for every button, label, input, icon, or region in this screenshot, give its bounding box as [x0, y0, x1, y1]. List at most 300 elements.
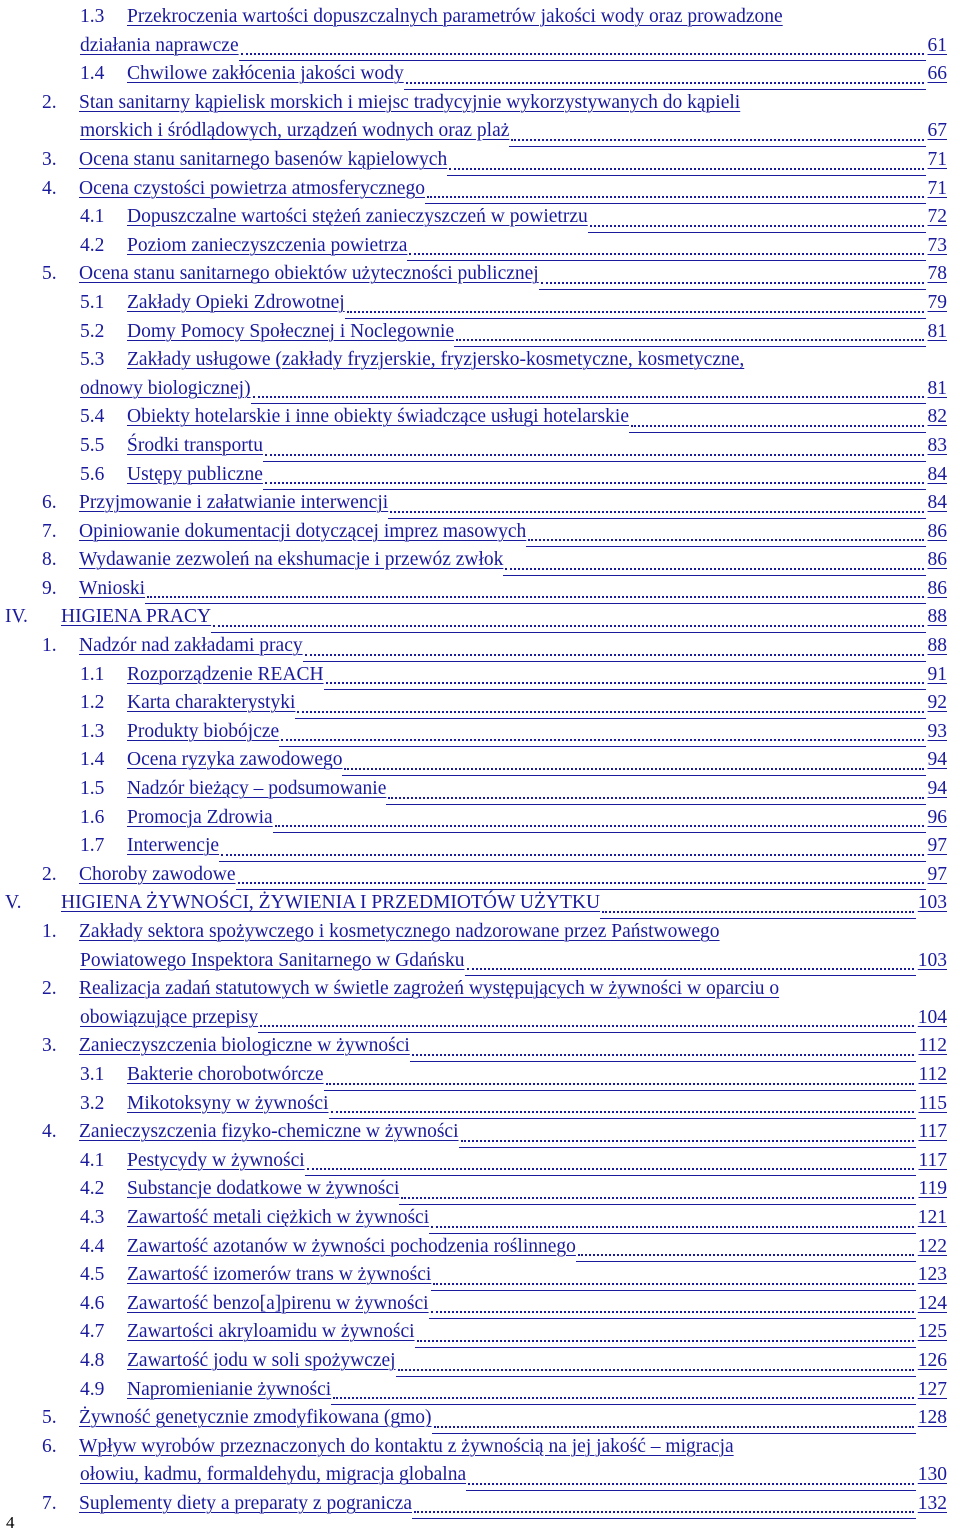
- toc-entry[interactable]: [0, 375, 960, 404]
- toc-entry-link[interactable]: [42, 518, 526, 547]
- toc-dot-leader: [588, 203, 926, 233]
- toc-entry-page[interactable]: 128: [917, 1407, 947, 1429]
- toc-entry-number: 1.: [42, 635, 57, 657]
- toc-dot-leader: [465, 947, 916, 977]
- toc-entry-title: Zawartość jodu w soli spożywczej: [127, 1349, 396, 1371]
- toc-entry-page[interactable]: 88: [927, 635, 947, 657]
- toc-entry-title: Ocena stanu sanitarnego basenów kąpielowych: [79, 148, 448, 170]
- toc-dot-leader: [407, 232, 926, 262]
- toc-entry-page[interactable]: 91: [927, 663, 947, 685]
- toc-entry-page[interactable]: 94: [927, 778, 947, 800]
- toc-entry[interactable]: [0, 1490, 960, 1519]
- toc-dot-leader: [415, 1318, 916, 1348]
- toc-entry-page[interactable]: 104: [917, 1006, 947, 1028]
- toc-entry[interactable]: [0, 489, 960, 518]
- toc-dot-leader: [576, 1233, 916, 1263]
- toc-entry[interactable]: [0, 603, 960, 632]
- toc-entry-page[interactable]: 84: [927, 492, 947, 514]
- toc-entry-link[interactable]: [80, 60, 404, 89]
- toc-entry-number: 1.2: [80, 692, 105, 714]
- toc-entry-link[interactable]: [42, 1032, 410, 1061]
- toc-entry-page[interactable]: 86: [927, 549, 947, 571]
- toc-entry-link[interactable]: [80, 1004, 258, 1033]
- toc-entry-title: Nadzór bieżący – podsumowanie: [127, 778, 387, 800]
- toc-entry-page[interactable]: 125: [917, 1321, 947, 1343]
- toc-entry-number: 2.: [42, 863, 57, 885]
- toc-entry-title: Wnioski: [79, 577, 146, 599]
- toc-entry-link[interactable]: [42, 1433, 734, 1462]
- toc-entry-title: morskich i śródlądowych, urządzeń wodnych oraz plaż: [80, 120, 510, 142]
- toc-entry-page[interactable]: 112: [918, 1063, 947, 1085]
- toc-entry-title: obowiązujące przepisy: [80, 1006, 259, 1028]
- toc-entry-link[interactable]: [80, 1147, 305, 1176]
- toc-entry-link[interactable]: [80, 947, 465, 976]
- toc-entry-link[interactable]: [80, 1347, 396, 1376]
- toc-entry-link[interactable]: [80, 804, 273, 833]
- toc-entry[interactable]: [0, 1318, 960, 1347]
- toc-entry-number: 5.6: [80, 463, 105, 485]
- toc-entry-link[interactable]: [80, 3, 783, 32]
- toc-entry-page[interactable]: 81: [927, 377, 947, 399]
- toc-entry-number: 7.: [42, 520, 57, 542]
- toc-entry[interactable]: [0, 889, 960, 918]
- toc-entry-title: Ocena stanu sanitarnego obiektów użyteczności publicznej: [79, 263, 539, 285]
- toc-entry[interactable]: [0, 232, 960, 261]
- toc-entry-page[interactable]: 92: [927, 692, 947, 714]
- toc-entry-page[interactable]: 97: [927, 863, 947, 885]
- toc-entry[interactable]: [0, 1233, 960, 1262]
- toc-dot-leader: [324, 661, 926, 691]
- toc-entry-link[interactable]: [80, 203, 588, 232]
- toc-dot-leader: [454, 318, 926, 348]
- toc-entry-link[interactable]: [42, 260, 539, 289]
- toc-entry-link[interactable]: [80, 1461, 466, 1490]
- toc-dot-leader: [432, 1404, 916, 1434]
- toc-entry[interactable]: [0, 1061, 960, 1090]
- toc-entry-link[interactable]: [42, 546, 503, 575]
- toc-entry[interactable]: [0, 832, 960, 861]
- toc-dot-leader: [503, 546, 926, 576]
- toc-entry-number: 6.: [42, 1435, 57, 1457]
- toc-entry-number: 6.: [42, 492, 57, 514]
- toc-dot-leader: [412, 1490, 916, 1520]
- toc-entry-link[interactable]: [42, 975, 779, 1004]
- toc-entry[interactable]: [0, 461, 960, 490]
- toc-entry-page[interactable]: 115: [918, 1092, 947, 1114]
- toc-entry-title: Powiatowego Inspektora Sanitarnego w Gdańsku: [80, 949, 465, 971]
- toc-entry-title: Rozporządzenie REACH: [127, 663, 324, 685]
- toc-entry[interactable]: [0, 1118, 960, 1147]
- toc-entry-link[interactable]: [42, 861, 236, 890]
- toc-entry[interactable]: [0, 318, 960, 347]
- toc-entry-number: 5.: [42, 1407, 57, 1429]
- toc-entry-link[interactable]: [42, 489, 388, 518]
- toc-entry-title: Zanieczyszczenia fizyko-chemiczne w żywności: [79, 1121, 459, 1143]
- toc-dot-leader: [305, 1147, 916, 1177]
- toc-dot-leader: [425, 175, 926, 205]
- toc-entry-number: 1.1: [80, 663, 105, 685]
- toc-dot-leader: [396, 1347, 916, 1377]
- toc-dot-leader: [329, 1090, 916, 1120]
- toc-entry-number: 5.3: [80, 349, 105, 371]
- toc-entry-number: 4.8: [80, 1349, 105, 1371]
- toc-entry-page[interactable]: 103: [917, 892, 947, 914]
- toc-entry-page[interactable]: 96: [927, 806, 947, 828]
- toc-entry-page[interactable]: 67: [927, 120, 947, 142]
- toc-entry[interactable]: [0, 117, 960, 146]
- toc-dot-leader: [429, 1290, 916, 1320]
- toc-entry-number: 1.6: [80, 806, 105, 828]
- toc-entry-link[interactable]: [80, 1318, 415, 1347]
- toc-entry[interactable]: [0, 1032, 960, 1061]
- toc-entry-page[interactable]: 79: [927, 291, 947, 313]
- toc-entry-number: 8.: [42, 549, 57, 571]
- toc-entry-page[interactable]: 71: [927, 148, 947, 170]
- toc-entry-page[interactable]: 86: [927, 520, 947, 542]
- toc-entry-number: 4.7: [80, 1321, 105, 1343]
- toc-entry-link[interactable]: [80, 375, 251, 404]
- toc-entry-number: 3.: [42, 1035, 57, 1057]
- toc-entry-title: HIGIENA PRACY: [61, 606, 212, 628]
- toc-entry-title: Wydawanie zezwoleń na ekshumacje i przewóz zwłok: [79, 549, 504, 571]
- toc-entry-title: Ocena czystości powietrza atmosferycznego: [79, 177, 425, 199]
- toc-entry-title: Ocena ryzyka zawodowego: [127, 749, 343, 771]
- toc-entry[interactable]: [0, 861, 960, 890]
- toc-entry-page[interactable]: 132: [917, 1492, 947, 1514]
- toc-entry-link[interactable]: [42, 89, 740, 118]
- toc-dot-leader: [404, 60, 926, 90]
- toc-entry-number: 5.4: [80, 406, 105, 428]
- toc-entry-title: Zawartość metali ciężkich w żywności: [127, 1206, 430, 1228]
- toc-entry-title: Poziom zanieczyszczenia powietrza: [127, 234, 408, 256]
- toc-dot-leader: [251, 375, 926, 405]
- toc-dot-leader: [466, 1461, 916, 1491]
- toc-entry-page[interactable]: 121: [917, 1206, 947, 1228]
- toc-entry-title: Zawartości akryloamidu w żywności: [127, 1321, 415, 1343]
- toc-entry-link[interactable]: [80, 1204, 429, 1233]
- toc-entry[interactable]: [0, 1347, 960, 1376]
- toc-entry-number: 4.2: [80, 1178, 105, 1200]
- toc-entry-number: 3.: [42, 148, 57, 170]
- toc-entry-page[interactable]: 73: [927, 234, 947, 256]
- toc-entry-link[interactable]: [80, 746, 342, 775]
- toc-entry[interactable]: [0, 1404, 960, 1433]
- toc-entry-title: Nadzór nad zakładami pracy: [79, 635, 303, 657]
- toc-entry-link[interactable]: [80, 289, 345, 318]
- toc-entry-number: IV.: [5, 606, 28, 628]
- toc-entry[interactable]: [0, 947, 960, 976]
- toc-entry-title: Wpływ wyrobów przeznaczonych do kontaktu z żywnością na jej jakość – migracja: [79, 1435, 734, 1457]
- toc-entry-number: 1.: [42, 921, 57, 942]
- toc-entry-link[interactable]: [80, 232, 407, 261]
- toc-entry-title: Środki transportu: [127, 434, 263, 456]
- toc-entry-page[interactable]: 127: [917, 1378, 947, 1400]
- toc-entry[interactable]: [0, 1175, 960, 1204]
- toc-entry-title: Suplementy diety a preparaty z pogranicza: [79, 1492, 412, 1514]
- toc-entry-page[interactable]: 130: [917, 1464, 947, 1486]
- toc-entry-title: Choroby zawodowe: [79, 863, 236, 885]
- toc-entry[interactable]: [0, 518, 960, 547]
- toc-entry-link[interactable]: [80, 1376, 331, 1405]
- toc-entry-number: 7.: [42, 1492, 57, 1514]
- toc-entry-link[interactable]: [5, 603, 211, 632]
- toc-entry-link[interactable]: [42, 918, 720, 947]
- toc-entry-link[interactable]: [80, 461, 263, 490]
- toc-entry-title: HIGIENA ŻYWNOŚCI, ŻYWIENIA I PRZEDMIOTÓW UŻYTKU: [61, 892, 601, 914]
- toc-entry-page[interactable]: 93: [927, 720, 947, 742]
- toc-entry-title: Interwencje: [127, 835, 220, 857]
- toc-entry-link[interactable]: [80, 403, 629, 432]
- toc-entry[interactable]: [0, 975, 960, 1004]
- toc-entry-number: 1.3: [80, 720, 105, 742]
- toc-entry-link[interactable]: [42, 175, 425, 204]
- toc-entry-link[interactable]: [80, 1290, 429, 1319]
- toc-entry[interactable]: [0, 632, 960, 661]
- toc-entry-number: 4.: [42, 177, 57, 199]
- toc-entry[interactable]: [0, 432, 960, 461]
- toc-entry-link[interactable]: [80, 117, 509, 146]
- toc-entry-title: Substancje dodatkowe w żywności: [127, 1178, 400, 1200]
- toc-entry-title: Karta charakterystyki: [127, 692, 296, 714]
- toc-entry[interactable]: [0, 804, 960, 833]
- toc-entry-page[interactable]: 103: [917, 949, 947, 971]
- toc-entry-page[interactable]: 97: [927, 835, 947, 857]
- toc-dot-leader: [431, 1261, 916, 1291]
- toc-entry[interactable]: [0, 775, 960, 804]
- toc-entry[interactable]: [0, 203, 960, 232]
- toc-entry[interactable]: [0, 89, 960, 118]
- toc-entry-number: 4.1: [80, 1149, 105, 1171]
- toc-entry-title: Opiniowanie dokumentacji dotyczącej imprez masowych: [79, 520, 527, 542]
- toc-entry-page[interactable]: 94: [927, 749, 947, 771]
- toc-entry-link[interactable]: [80, 432, 263, 461]
- toc-dot-leader: [345, 289, 926, 319]
- toc-entry-title: ołowiu, kadmu, formaldehydu, migracja globalna: [80, 1464, 467, 1486]
- toc-entry[interactable]: [0, 403, 960, 432]
- toc-entry-number: 2.: [42, 978, 57, 1000]
- toc-entry[interactable]: [0, 1004, 960, 1033]
- toc-entry-link[interactable]: [80, 1233, 576, 1262]
- toc-entry-number: 1.4: [80, 749, 105, 771]
- toc-entry-link[interactable]: [42, 632, 303, 661]
- toc-entry[interactable]: [0, 32, 960, 61]
- toc-dot-leader: [386, 775, 926, 805]
- toc-entry-link[interactable]: [80, 775, 386, 804]
- toc-dot-leader: [526, 518, 926, 548]
- toc-entry-title: odnowy biologicznej): [80, 377, 251, 399]
- toc-entry[interactable]: [0, 718, 960, 747]
- toc-entry[interactable]: [0, 1433, 960, 1462]
- toc-entry-page[interactable]: 119: [918, 1178, 947, 1200]
- toc-entry[interactable]: [0, 1261, 960, 1290]
- toc-entry-title: Stan sanitarny kąpielisk morskich i miejsc tradycyjnie wykorzystywanych do kąpieli: [79, 91, 741, 113]
- toc-entry-title: Zakłady sektora spożywczego i kosmetycznego nadzorowane przez Państwowego: [79, 921, 720, 942]
- toc-entry-title: Napromienianie żywności: [127, 1378, 332, 1400]
- toc-dot-leader: [600, 889, 916, 919]
- toc-entry-page[interactable]: 82: [927, 406, 947, 428]
- toc-dot-leader: [239, 32, 926, 62]
- toc-entry-page[interactable]: 61: [927, 34, 947, 56]
- toc-entry[interactable]: [0, 1461, 960, 1490]
- toc-entry-number: 5.2: [80, 320, 105, 342]
- toc-entry-link[interactable]: [80, 1061, 324, 1090]
- toc-dot-leader: [211, 603, 926, 633]
- toc-entry-number: 1.5: [80, 778, 105, 800]
- toc-entry-title: działania naprawcze: [80, 34, 239, 56]
- toc-dot-leader: [236, 861, 926, 891]
- toc-entry-link[interactable]: [80, 718, 279, 747]
- toc-entry-title: Żywność genetycznie zmodyfikowana (gmo): [79, 1407, 432, 1429]
- toc-entry[interactable]: [0, 1147, 960, 1176]
- toc-dot-leader: [629, 403, 926, 433]
- toc-entry-page[interactable]: 84: [927, 463, 947, 485]
- toc-entry-page[interactable]: 72: [927, 206, 947, 228]
- toc-entry-number: 1.3: [80, 6, 105, 27]
- toc-entry-link[interactable]: [42, 575, 145, 604]
- toc-dot-leader: [295, 689, 926, 719]
- toc-entry-title: Domy Pomocy Społecznej i Noclegownie: [127, 320, 455, 342]
- toc-entry-page[interactable]: 83: [927, 434, 947, 456]
- toc-entry[interactable]: [0, 689, 960, 718]
- toc-dot-leader: [258, 1004, 916, 1034]
- toc-entry-page[interactable]: 124: [917, 1292, 947, 1314]
- toc-entry-page[interactable]: 78: [927, 263, 947, 285]
- toc-entry-number: 4.4: [80, 1235, 105, 1257]
- toc-entry-title: Promocja Zdrowia: [127, 806, 273, 828]
- toc-entry-link[interactable]: [42, 1404, 432, 1433]
- toc-dot-leader: [410, 1032, 916, 1062]
- toc-dot-leader: [539, 260, 926, 290]
- toc-dot-leader: [399, 1175, 916, 1205]
- toc-dot-leader: [429, 1204, 916, 1234]
- toc-entry-link[interactable]: [80, 689, 295, 718]
- toc-entry-link[interactable]: [80, 346, 744, 375]
- toc-dot-leader: [388, 489, 926, 519]
- toc-entry[interactable]: [0, 546, 960, 575]
- toc-entry-title: Mikotoksyny w żywności: [127, 1092, 329, 1114]
- toc-dot-leader: [342, 746, 926, 776]
- toc-entry-page[interactable]: 117: [918, 1149, 947, 1171]
- toc-entry-title: Zakłady usługowe (zakłady fryzjerskie, fryzjersko-kosmetyczne, kosmetyczne,: [127, 349, 745, 371]
- toc-entry[interactable]: [0, 661, 960, 690]
- toc-dot-leader: [509, 117, 926, 147]
- toc-entry-link[interactable]: [80, 32, 239, 61]
- toc-entry-title: Przekroczenia wartości dopuszczalnych parametrów jakości wody oraz prowadzone: [127, 6, 783, 27]
- toc-entry[interactable]: [0, 175, 960, 204]
- toc-entry-title: Zawartość izomerów trans w żywności: [127, 1264, 432, 1286]
- toc-entry[interactable]: [0, 3, 960, 32]
- toc-entry-title: Dopuszczalne wartości stężeń zanieczyszczeń w powietrzu: [127, 206, 588, 228]
- toc-entry[interactable]: [0, 1090, 960, 1119]
- toc-entry-page[interactable]: 126: [917, 1349, 947, 1371]
- toc-entry-title: Produkty biobójcze: [127, 720, 280, 742]
- toc-entry-number: V.: [5, 892, 22, 914]
- toc-dot-leader: [459, 1118, 916, 1148]
- toc-dot-leader: [219, 832, 926, 862]
- toc-entry-title: Zakłady Opieki Zdrowotnej: [127, 291, 345, 313]
- toc-entry-link[interactable]: [42, 146, 447, 175]
- toc-entry-number: 4.9: [80, 1378, 105, 1400]
- toc-entry-title: Zawartość azotanów w żywności pochodzenia roślinnego: [127, 1235, 576, 1257]
- toc-entry-link[interactable]: [80, 1175, 399, 1204]
- toc-entry[interactable]: [0, 346, 960, 375]
- toc-entry[interactable]: [0, 1204, 960, 1233]
- toc-entry-title: Przyjmowanie i załatwianie interwencji: [79, 492, 389, 514]
- toc-dot-leader: [447, 146, 926, 176]
- toc-entry-title: Obiekty hotelarskie i inne obiekty świadczące usługi hotelarskie: [127, 406, 629, 428]
- toc-entry-number: 5.5: [80, 434, 105, 456]
- toc-entry-link[interactable]: [80, 832, 219, 861]
- toc-entry-title: Ustępy publiczne: [127, 463, 263, 485]
- toc-entry-page[interactable]: 88: [927, 606, 947, 628]
- toc-entry-page[interactable]: 86: [927, 577, 947, 599]
- toc-entry-title: Bakterie chorobotwórcze: [127, 1063, 324, 1085]
- toc-dot-leader: [263, 432, 926, 462]
- toc-entry-number: 3.2: [80, 1092, 105, 1114]
- toc-entry[interactable]: [0, 146, 960, 175]
- toc-entry[interactable]: [0, 746, 960, 775]
- toc-entry[interactable]: [0, 60, 960, 89]
- toc-entry-page[interactable]: 71: [927, 177, 947, 199]
- toc-entry-page[interactable]: 117: [918, 1121, 947, 1143]
- toc-entry-number: 4.6: [80, 1292, 105, 1314]
- toc-entry-link[interactable]: [42, 1490, 412, 1519]
- toc-entry-number: 1.7: [80, 835, 105, 857]
- toc-entry-page[interactable]: 66: [927, 63, 947, 85]
- toc-dot-leader: [263, 461, 926, 491]
- toc-entry-page[interactable]: 112: [918, 1035, 947, 1057]
- toc-entry-number: 9.: [42, 577, 57, 599]
- toc-entry-link[interactable]: [80, 1090, 329, 1119]
- toc-entry-title: Zawartość benzo[a]pirenu w żywności: [127, 1292, 429, 1314]
- toc-entry-number: 4.: [42, 1121, 57, 1143]
- toc-entry-number: 1.4: [80, 63, 105, 85]
- toc-entry-number: 3.1: [80, 1063, 105, 1085]
- toc-entry[interactable]: [0, 1376, 960, 1405]
- toc-entry-page[interactable]: 122: [917, 1235, 947, 1257]
- toc-dot-leader: [303, 632, 926, 662]
- page-number: 4: [6, 1513, 15, 1532]
- toc-dot-leader: [273, 804, 926, 834]
- table-of-contents: [0, 3, 960, 1518]
- toc-entry-page[interactable]: 123: [917, 1264, 947, 1286]
- toc-entry-number: 4.5: [80, 1264, 105, 1286]
- toc-dot-leader: [331, 1376, 916, 1406]
- toc-entry-number: 5.: [42, 263, 57, 285]
- toc-entry-number: 4.2: [80, 234, 105, 256]
- toc-entry-link[interactable]: [80, 1261, 431, 1290]
- toc-entry-link[interactable]: [80, 661, 324, 690]
- toc-entry-title: Chwilowe zakłócenia jakości wody: [127, 63, 404, 85]
- toc-entry-page[interactable]: 81: [927, 320, 947, 342]
- toc-entry-link[interactable]: [5, 889, 600, 918]
- toc-entry[interactable]: [0, 575, 960, 604]
- toc-entry-title: Pestycydy w żywności: [127, 1149, 305, 1171]
- toc-dot-leader: [145, 575, 926, 605]
- toc-entry-link[interactable]: [80, 318, 454, 347]
- toc-dot-leader: [279, 718, 926, 748]
- toc-entry-link[interactable]: [42, 1118, 459, 1147]
- toc-entry-title: Zanieczyszczenia biologiczne w żywności: [79, 1035, 410, 1057]
- toc-entry-number: 2.: [42, 91, 57, 113]
- toc-entry-title: Realizacja zadań statutowych w świetle zagrożeń występujących w żywności w oparciu o: [79, 978, 780, 1000]
- toc-entry[interactable]: [0, 1290, 960, 1319]
- toc-entry[interactable]: [0, 260, 960, 289]
- toc-entry[interactable]: [0, 289, 960, 318]
- toc-dot-leader: [324, 1061, 916, 1091]
- toc-entry[interactable]: [0, 918, 960, 947]
- toc-entry-number: 5.1: [80, 291, 105, 313]
